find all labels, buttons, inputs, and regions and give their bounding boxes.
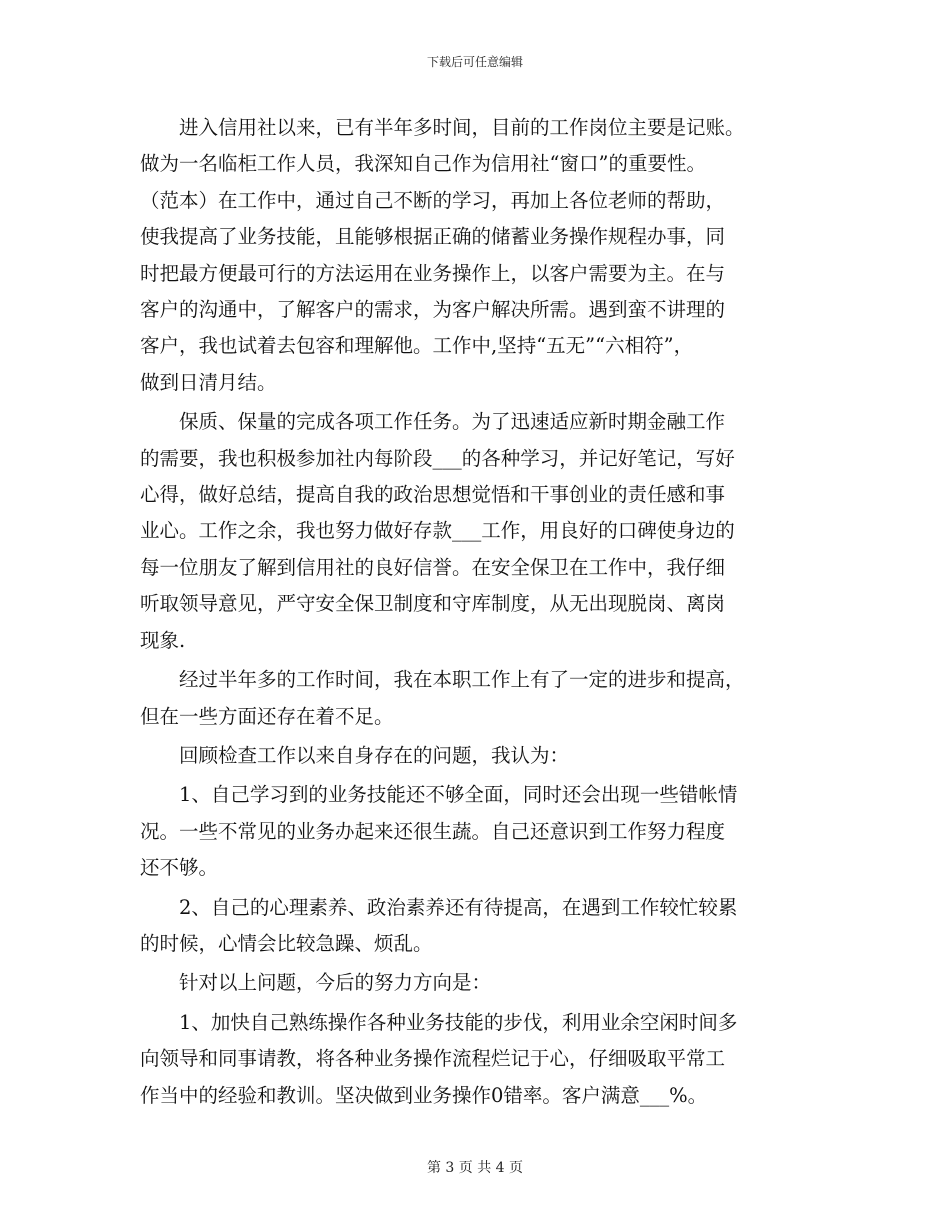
paragraph-problem-1	[140, 777, 820, 886]
text-line: 作当中的经验和教训。坚决做到业务操作0错率。客户满意___%。	[140, 1083, 708, 1107]
paragraph-direction	[140, 965, 820, 1001]
text-line: 时把最方便最可行的方法运用在业务操作上，以客户需要为主。在与	[140, 261, 726, 285]
text-line: 1、加快自己熟练操作各种业务技能的步伐，利用业余空闲时间多	[140, 1010, 738, 1034]
page-footer: 第 3 页 共 4 页	[426, 1160, 524, 1176]
text-line: 现象.	[140, 628, 186, 652]
text-line: 每一位朋友了解到信用社的良好信誉。在安全保卫在工作中，我仔细	[140, 555, 726, 579]
text-line: 业心。工作之余，我也努力做好存款___工作，用良好的口碑使身边的	[140, 519, 735, 543]
text-line: 针对以上问题，今后的努力方向是：	[140, 971, 492, 995]
paragraph-intro	[140, 110, 820, 401]
text-line: 听取领导意见，严守安全保卫制度和守库制度，从无出现脱岗、离岗	[140, 592, 726, 616]
text-line: 做为一名临柜工作人员，我深知自己作为信用社“窗口”的重要性。	[140, 152, 706, 176]
text-line: 的需要，我也积极参加社内每阶段___的各种学习，并记好笔记，写好	[140, 446, 735, 470]
paragraph-progress	[140, 662, 820, 735]
text-line: 进入信用社以来，已有半年多时间，目前的工作岗位主要是记账。	[140, 116, 745, 139]
text-line: 向领导和同事请教，将各种业务操作流程烂记于心，仔细吸取平常工	[140, 1047, 726, 1071]
page-header: 下载后可任意编辑	[426, 55, 523, 69]
paragraph-tasks	[140, 404, 820, 659]
text-line: 况。一些不常见的业务办起来还很生蔬。自己还意识到工作努力程度	[140, 819, 726, 843]
text-line: 2、自己的心理素养、政治素养还有待提高，在遇到工作较忙较累	[140, 895, 738, 919]
paragraph-problem-2	[140, 890, 820, 963]
text-line: 客户的沟通中，了解客户的需求，为客户解决所需。遇到蛮不讲理的	[140, 298, 726, 322]
text-line: 使我提高了业务技能，且能够根据正确的储蓄业务操作规程办事，同	[140, 225, 726, 249]
text-line: 还不够。	[140, 856, 219, 880]
text-line: （范本）在工作中，通过自己不断的学习，再加上各位老师的帮助，	[140, 188, 726, 212]
text-line: 回顾检查工作以来自身存在的问题，我认为：	[140, 743, 570, 767]
text-line: 但在一些方面还存在着不足。	[140, 704, 394, 728]
text-line: 心得，做好总结，提高自我的政治思想觉悟和干事创业的责任感和事	[140, 483, 726, 507]
text-line: 保质、保量的完成各项工作任务。为了迅速适应新时期金融工作	[140, 410, 726, 434]
text-line: 客户，我也试着去包容和理解他。工作中,坚持“五无”“六相符”，	[140, 334, 694, 358]
document-body	[140, 110, 820, 1114]
text-line: 做到日清月结。	[140, 370, 277, 394]
text-line: 经过半年多的工作时间，我在本职工作上有了一定的进步和提高，	[140, 668, 745, 692]
paragraph-plan-1	[140, 1005, 820, 1114]
paragraph-review	[140, 738, 820, 774]
text-line: 1、自己学习到的业务技能还不够全面，同时还会出现一些错帐情	[140, 783, 738, 807]
text-line: 的时候，心情会比较急躁、烦乱。	[140, 931, 433, 955]
